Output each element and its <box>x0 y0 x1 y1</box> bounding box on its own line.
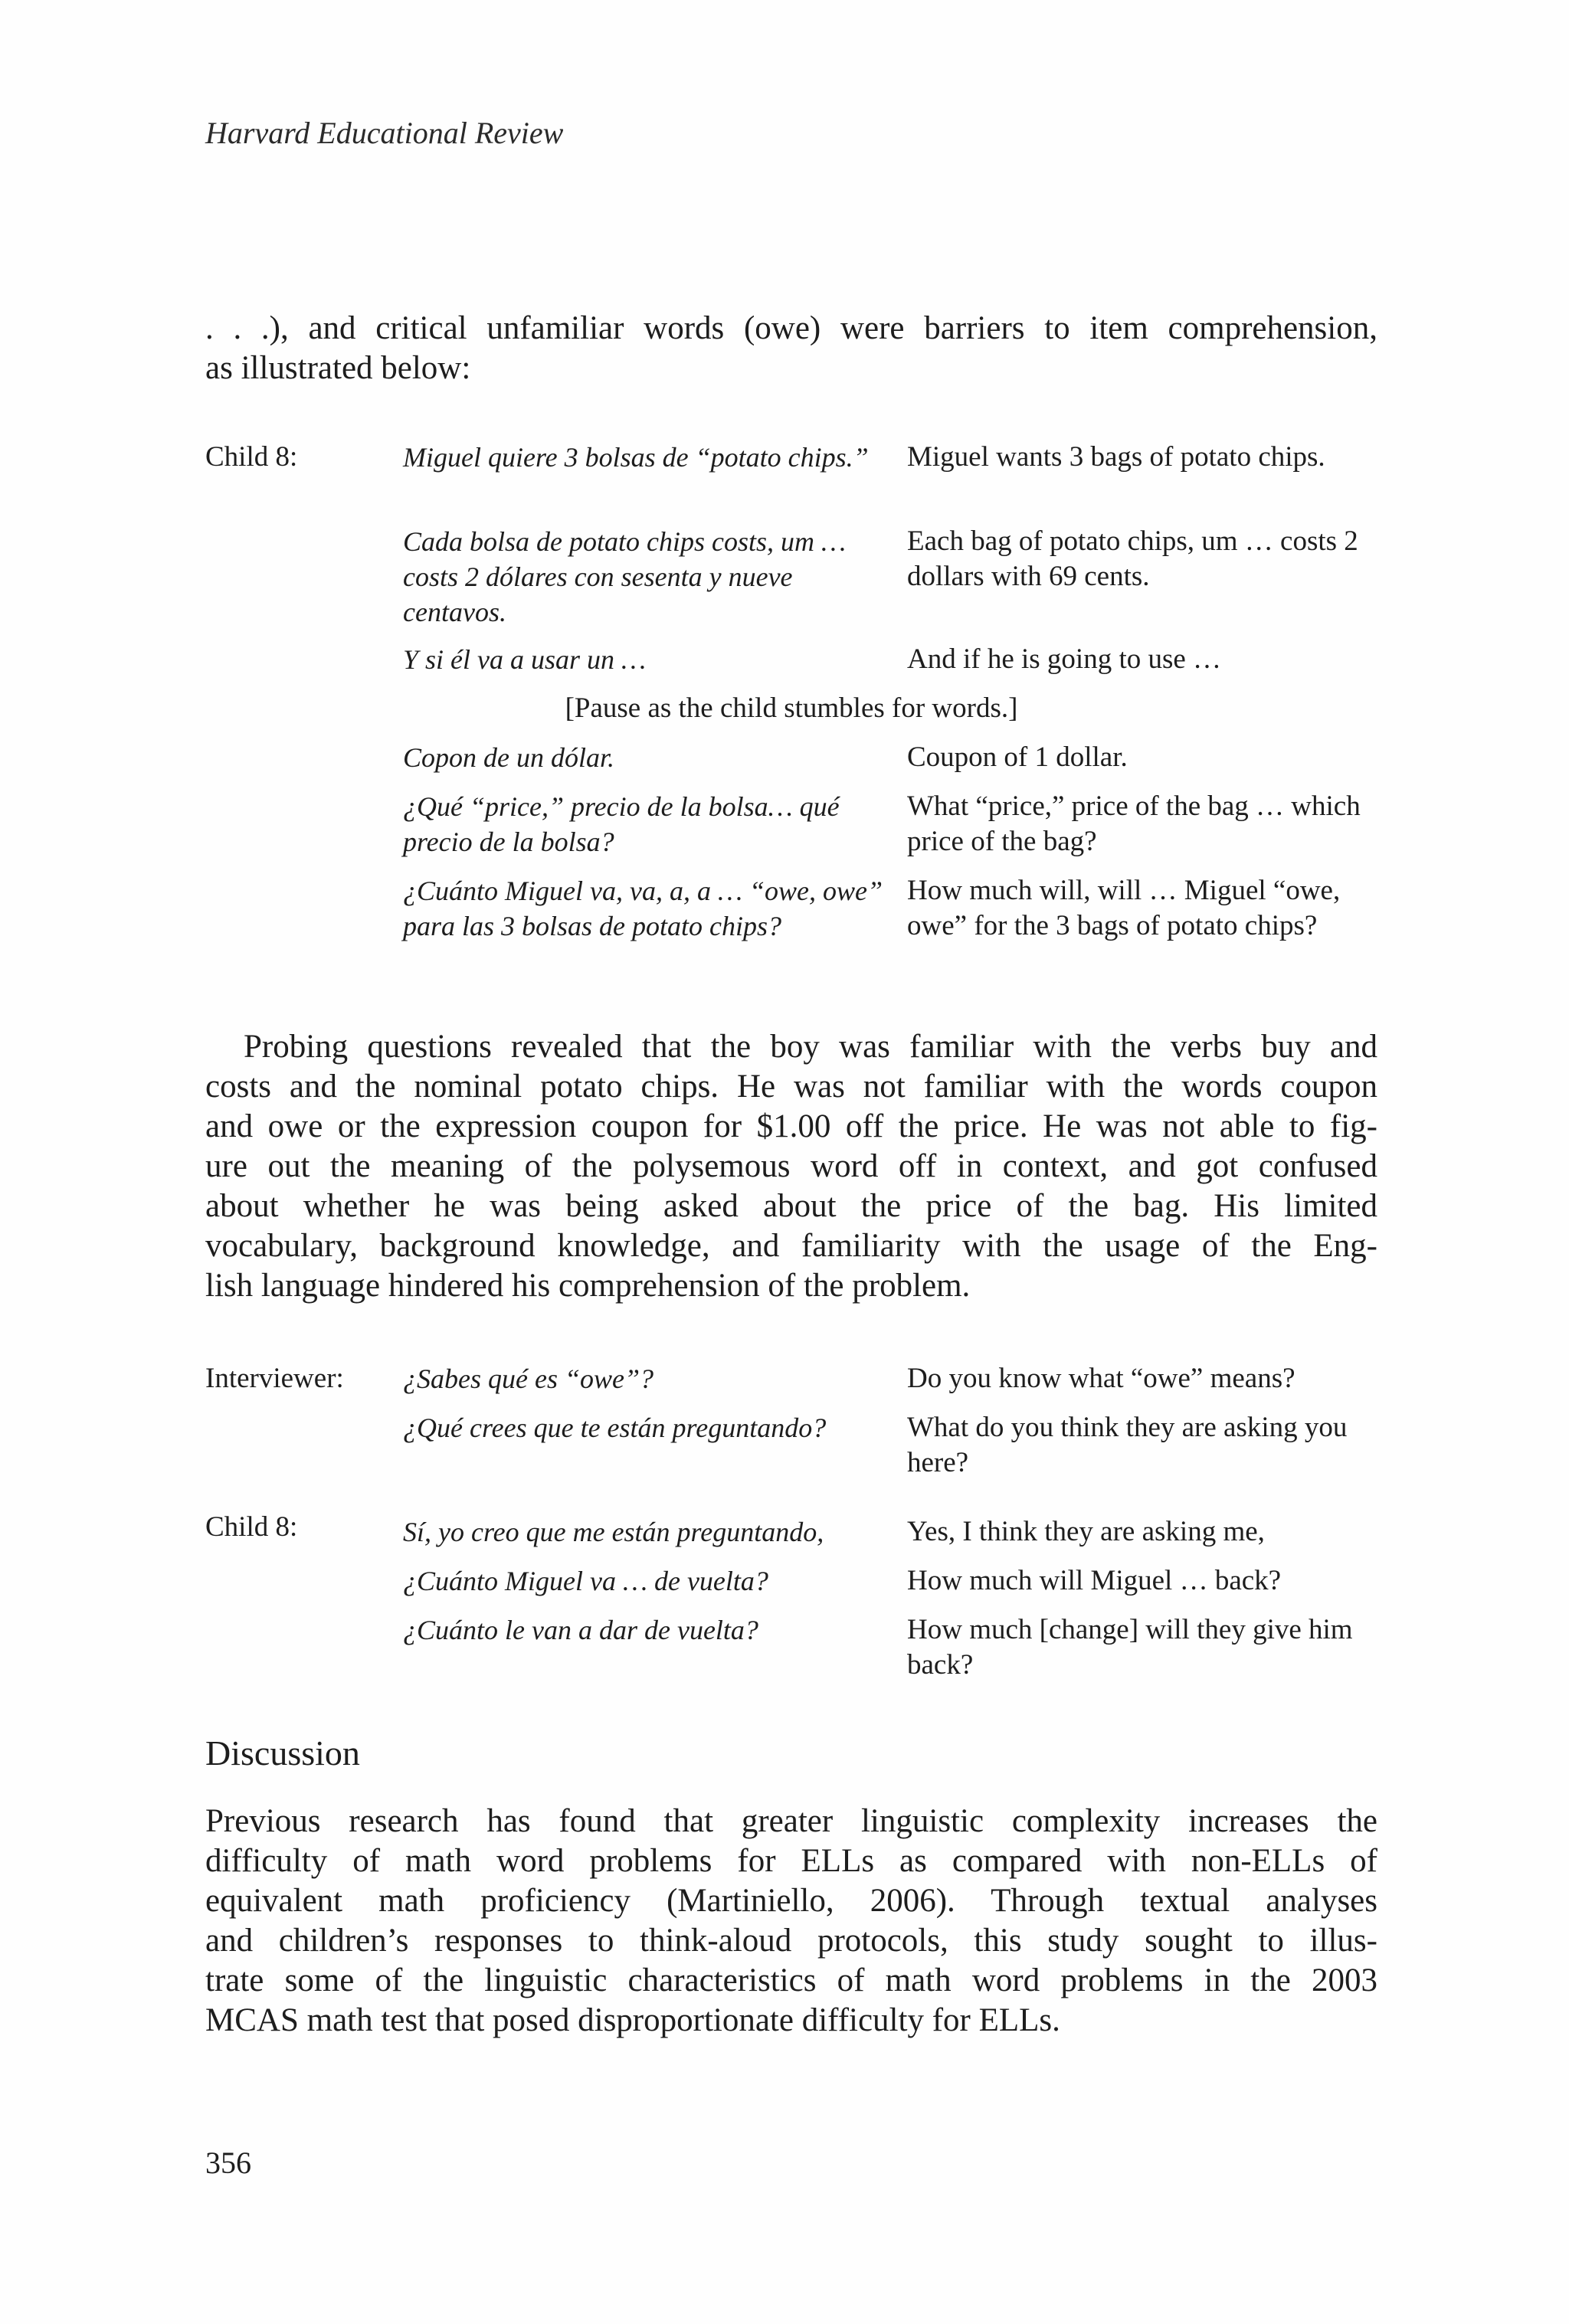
body-line-7: lish language hindered his comprehension of the problem. <box>205 1268 971 1304</box>
body-line-4: ure out the meaning of the polysemous word off in context, and got confused <box>205 1148 1377 1184</box>
body-line-6: vocabulary, background knowledge, and familiarity with the usage of the Eng- <box>205 1228 1377 1264</box>
spanish-utterance: Y si él va a usar un … <box>403 644 647 675</box>
spanish-utterance: Cada bolsa de potato chips costs, um … costs 2 dólares con sesenta y nueve centavos. <box>403 526 847 627</box>
intro-line-1: . . .), and critical unfamiliar words (owe) were barriers to item comprehension, <box>205 310 1377 346</box>
discussion-line-4: and children’s responses to think-aloud protocols, this study sought to illus- <box>205 1923 1377 1959</box>
spanish-utterance: ¿Sabes qué es “owe”? <box>403 1363 653 1394</box>
english-translation: What “price,” price of the bag … which price of the bag? <box>907 790 1361 857</box>
discussion-line-1: Previous research has found that greater linguistic complexity increases the <box>205 1803 1377 1839</box>
intro-line-2: as illustrated below: <box>205 350 471 386</box>
english-translation: How much will Miguel … back? <box>907 1565 1282 1596</box>
running-head: Harvard Educational Review <box>205 116 564 150</box>
speaker-label: Child 8: <box>205 441 298 473</box>
speaker-label: Child 8: <box>205 1511 298 1543</box>
body-line-2: costs and the nominal potato chips. He was not familiar with the words coupon <box>205 1069 1377 1105</box>
speaker-label: Interviewer: <box>205 1363 344 1394</box>
body-line-3: and owe or the expression coupon for $1.00 off the price. He was not able to fig- <box>205 1108 1377 1144</box>
body-paragraph <box>205 1027 1377 1306</box>
body-line-1: Probing questions revealed that the boy was familiar with the verbs buy and <box>244 1029 1377 1065</box>
body-line-5: about whether he was being asked about the price of the bag. His limited <box>205 1188 1377 1224</box>
spanish-utterance: Miguel quiere 3 bolsas de “potato chips.” <box>403 442 869 473</box>
discussion-paragraph <box>205 1802 1377 2041</box>
section-heading: Discussion <box>205 1733 360 1772</box>
english-translation: How much [change] will they give him back? <box>907 1614 1353 1681</box>
spanish-utterance: ¿Cuánto Miguel va … de vuelta? <box>403 1566 768 1596</box>
discussion-line-5: trate some of the linguistic characteristics of math word problems in the 2003 <box>205 1962 1377 1998</box>
english-translation: And if he is going to use … <box>907 643 1222 675</box>
stage-direction: [Pause as the child stumbles for words.] <box>565 692 1018 724</box>
spanish-utterance: ¿Qué crees que te están preguntando? <box>403 1412 827 1443</box>
english-translation: Coupon of 1 dollar. <box>907 741 1128 773</box>
english-translation: How much will, will … Miguel “owe, owe” for the 3 bags of potato chips? <box>907 875 1341 941</box>
discussion-line-6: MCAS math test that posed disproportionate difficulty for ELLs. <box>205 2002 1060 2038</box>
page-number: 356 <box>205 2146 251 2180</box>
spanish-utterance: Copon de un dólar. <box>403 742 615 773</box>
english-translation: Yes, I think they are asking me, <box>907 1516 1265 1547</box>
english-translation: Each bag of potato chips, um … costs 2 dollars with 69 cents. <box>907 525 1358 592</box>
spanish-utterance: Sí, yo creo que me están preguntando, <box>403 1517 824 1547</box>
spanish-utterance: ¿Qué “price,” precio de la bolsa… qué precio de la bolsa? <box>403 791 840 857</box>
english-translation: Miguel wants 3 bags of potato chips. <box>907 441 1325 473</box>
discussion-line-3: equivalent math proficiency (Martiniello, 2006). Through textual analyses <box>205 1883 1377 1919</box>
spanish-utterance: ¿Cuánto Miguel va, va, a, a … “owe, owe” para las 3 bolsas de potato chips? <box>403 876 883 941</box>
discussion-line-2: difficulty of math word problems for ELLs as compared with non-ELLs of <box>205 1843 1377 1879</box>
english-translation: What do you think they are asking you here? <box>907 1412 1348 1478</box>
english-translation: Do you know what “owe” means? <box>907 1363 1295 1394</box>
intro-paragraph <box>205 309 1377 388</box>
spanish-utterance: ¿Cuánto le van a dar de vuelta? <box>403 1615 758 1645</box>
